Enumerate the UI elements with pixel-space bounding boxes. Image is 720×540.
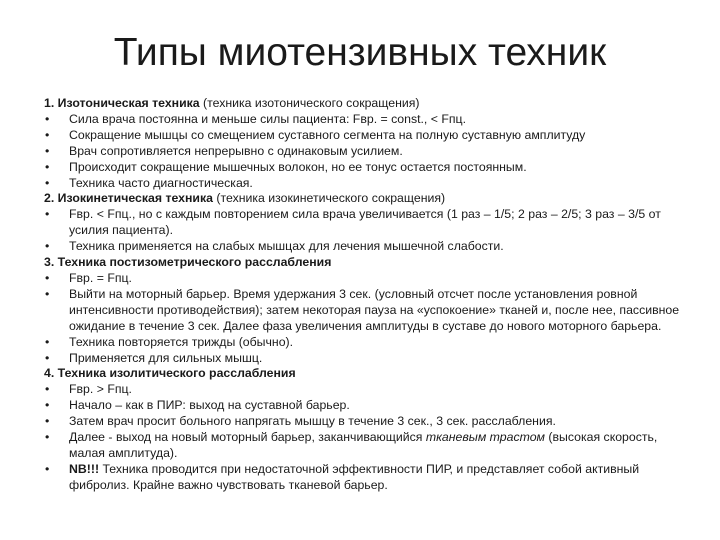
bullet-icon: • bbox=[45, 239, 50, 254]
list-item bbox=[44, 382, 690, 398]
list-item-text: Fвр. = Fпц. bbox=[69, 270, 132, 285]
list-item-text: Техника часто диагностическая. bbox=[69, 175, 253, 190]
list-item-text-after: (высокая скорость, малая амплитуда). bbox=[69, 430, 658, 460]
slide-content bbox=[44, 96, 690, 494]
section-heading bbox=[44, 255, 690, 271]
bullet-icon: • bbox=[45, 207, 50, 222]
list-item-text: Применяется для сильных мышц. bbox=[69, 350, 263, 365]
list-item bbox=[44, 160, 690, 176]
section-heading-text: 2. Изокинетическая техника bbox=[44, 191, 213, 206]
bullet-icon: • bbox=[45, 143, 50, 158]
list-item bbox=[44, 239, 690, 255]
list-item bbox=[44, 398, 690, 414]
list-item bbox=[44, 112, 690, 128]
list-item-text: Сила врача постоянна и меньше силы пациента: Fвр. = const., < Fпц. bbox=[69, 111, 466, 126]
bullet-icon: • bbox=[45, 430, 50, 445]
bullet-icon: • bbox=[45, 334, 50, 349]
bullet-icon: • bbox=[45, 111, 50, 126]
list-item bbox=[44, 144, 690, 160]
bullet-icon: • bbox=[45, 175, 50, 190]
section-heading-note: (техника изотонического сокращения) bbox=[199, 96, 420, 110]
list-item bbox=[44, 351, 690, 367]
list-item-text-bold: NB!!! bbox=[69, 461, 100, 476]
bullet-icon: • bbox=[45, 127, 50, 142]
section-heading bbox=[44, 366, 690, 382]
bullet-icon: • bbox=[45, 286, 50, 301]
bullet-icon: • bbox=[45, 350, 50, 365]
list-item bbox=[44, 287, 690, 335]
list-item bbox=[44, 414, 690, 430]
section-heading bbox=[44, 191, 690, 207]
list-item bbox=[44, 207, 690, 239]
list-item bbox=[44, 176, 690, 192]
list-item bbox=[44, 462, 690, 494]
list-item-text-after: Техника проводится при недостаточной эффективности ПИР, и представляет собой активный фибролиз. Крайне важно чувствовать тканевой барьер. bbox=[69, 461, 640, 492]
list-item-text: Fвр. > Fпц. bbox=[69, 382, 132, 397]
section-heading-text: 3. Техника постизометрического расслабления bbox=[44, 255, 332, 270]
list-item-text: Врач сопротивляется непрерывно с одинаковым усилием. bbox=[69, 143, 403, 158]
bullet-icon: • bbox=[45, 398, 50, 413]
list-item-text: Техника применяется на слабых мышцах для лечения мышечной слабости. bbox=[69, 239, 504, 254]
bullet-icon: • bbox=[45, 461, 50, 476]
list-item-text: Сокращение мышцы со смещением суставного сегмента на полную суставную амплитуду bbox=[69, 127, 586, 142]
slide-title: Типы миотензивных техник bbox=[113, 31, 607, 74]
list-item-text: Fвр. < Fпц., но с каждым повторением сила врача увеличивается (1 раз – 1/5; 2 раз – 2/5; 3 раз – 3/5 от усилия пациента). bbox=[69, 207, 661, 238]
list-item bbox=[44, 335, 690, 351]
list-item-text: Техника повторяется трижды (обычно). bbox=[69, 334, 294, 349]
section-heading-note: (техника изокинетического сокращения) bbox=[213, 191, 446, 206]
bullet-icon: • bbox=[45, 159, 50, 174]
bullet-icon: • bbox=[45, 414, 50, 429]
list-item-text: Начало – как в ПИР: выход на суставной барьер. bbox=[69, 398, 350, 413]
list-item-text: Затем врач просит больного напрягать мышцу в течение 3 сек., 3 сек. расслабления. bbox=[69, 414, 556, 429]
bullet-icon: • bbox=[45, 270, 50, 285]
list-item bbox=[44, 271, 690, 287]
list-item bbox=[44, 430, 690, 462]
section-heading bbox=[44, 96, 690, 112]
list-item-text-before: Далее - выход на новый моторный барьер, заканчивающийся bbox=[69, 430, 426, 445]
list-item bbox=[44, 128, 690, 144]
bullet-icon: • bbox=[45, 382, 50, 397]
section-heading-text: 4. Техника изолитического расслабления bbox=[44, 366, 296, 381]
list-item-text: Выйти на моторный барьер. Время удержания 3 сек. (условный отсчет после установления ровной интенсивности противодействия); затем некоторая пауза на «успокоение» тканей и, после нее, пассивное ожидание в течение 3 сек. Далее фаза увеличения амплитуды в суставе до нового моторного барьера. bbox=[69, 286, 680, 333]
section-heading-text: 1. Изотоническая техника bbox=[44, 96, 200, 110]
list-item-text: Происходит сокращение мышечных волокон, но ее тонус остается постоянным. bbox=[69, 159, 527, 174]
list-item-text-italic: тканевым трастом bbox=[425, 430, 545, 445]
